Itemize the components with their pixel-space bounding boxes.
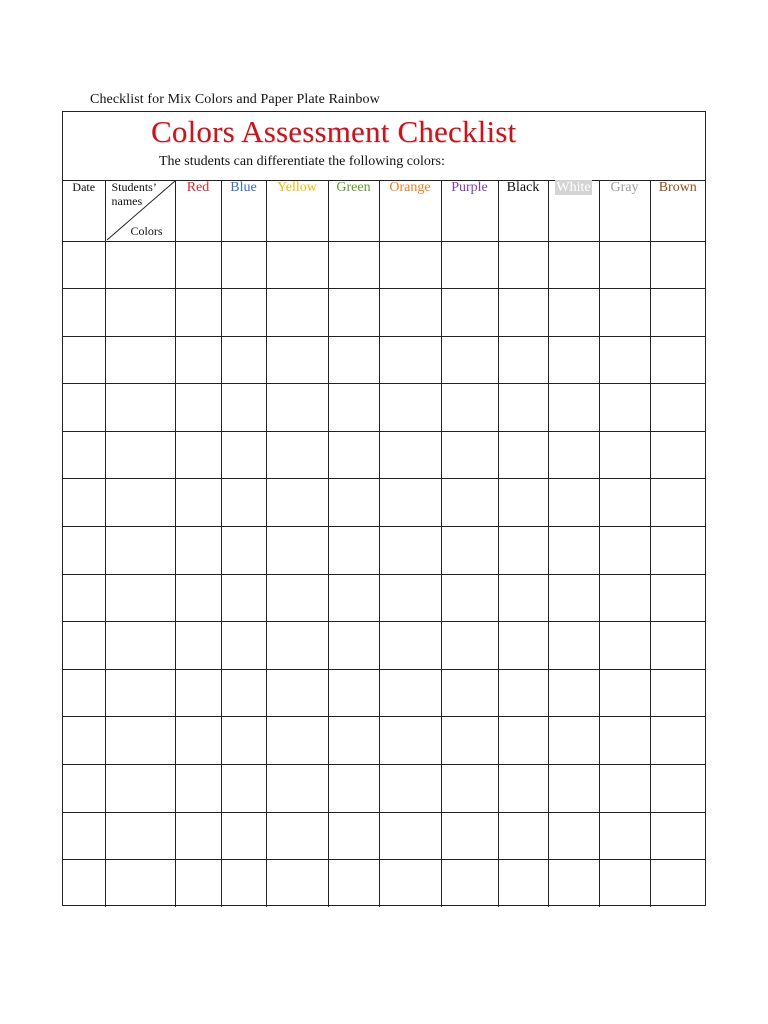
check-cell[interactable] xyxy=(650,574,705,622)
check-cell[interactable] xyxy=(328,622,379,670)
document-caption: Checklist for Mix Colors and Paper Plate Rainbow xyxy=(90,92,380,107)
check-cell[interactable] xyxy=(599,336,650,384)
check-cell[interactable] xyxy=(441,479,498,527)
color-label: Green xyxy=(336,180,371,195)
names-label: names xyxy=(111,194,143,208)
check-cell[interactable] xyxy=(441,241,498,289)
student-name-cell[interactable] xyxy=(105,622,175,670)
check-cell[interactable] xyxy=(175,241,221,289)
check-cell[interactable] xyxy=(441,336,498,384)
color-label: Brown xyxy=(658,180,697,195)
check-cell[interactable] xyxy=(175,717,221,765)
check-cell[interactable] xyxy=(441,860,498,908)
date-column-header: Date xyxy=(63,180,105,241)
check-cell[interactable] xyxy=(328,431,379,479)
check-cell[interactable] xyxy=(498,765,548,813)
check-cell[interactable] xyxy=(498,289,548,337)
check-cell[interactable] xyxy=(175,622,221,670)
check-cell[interactable] xyxy=(441,669,498,717)
color-label: Blue xyxy=(230,180,257,195)
check-cell[interactable] xyxy=(328,479,379,527)
check-cell[interactable] xyxy=(266,765,328,813)
check-cell[interactable] xyxy=(221,860,266,908)
check-cell[interactable] xyxy=(650,479,705,527)
date-cell[interactable] xyxy=(63,384,105,432)
check-cell[interactable] xyxy=(379,479,441,527)
check-cell[interactable] xyxy=(221,384,266,432)
color-label: White xyxy=(556,180,591,195)
checklist-title: Colors Assessment Checklist xyxy=(151,114,517,149)
color-header-brown xyxy=(650,180,705,241)
check-cell[interactable] xyxy=(175,336,221,384)
check-cell[interactable] xyxy=(328,717,379,765)
table-row xyxy=(63,527,705,575)
check-cell[interactable] xyxy=(650,622,705,670)
check-cell[interactable] xyxy=(599,527,650,575)
check-cell[interactable] xyxy=(441,574,498,622)
student-name-cell[interactable] xyxy=(105,860,175,908)
check-cell[interactable] xyxy=(175,860,221,908)
title-box xyxy=(63,112,705,181)
check-cell[interactable] xyxy=(328,574,379,622)
check-cell[interactable] xyxy=(599,622,650,670)
color-header-black xyxy=(498,180,548,241)
table-row xyxy=(63,765,705,813)
check-cell[interactable] xyxy=(548,527,599,575)
check-cell[interactable] xyxy=(599,431,650,479)
date-cell[interactable] xyxy=(63,717,105,765)
check-cell[interactable] xyxy=(221,289,266,337)
check-cell[interactable] xyxy=(441,289,498,337)
check-cell[interactable] xyxy=(498,479,548,527)
students-colors-header xyxy=(105,180,175,241)
date-cell[interactable] xyxy=(63,860,105,908)
check-cell[interactable] xyxy=(328,669,379,717)
check-cell[interactable] xyxy=(548,669,599,717)
check-cell[interactable] xyxy=(441,527,498,575)
student-name-cell[interactable] xyxy=(105,717,175,765)
check-cell[interactable] xyxy=(599,241,650,289)
check-cell[interactable] xyxy=(599,765,650,813)
check-cell[interactable] xyxy=(441,384,498,432)
check-cell[interactable] xyxy=(221,765,266,813)
check-cell[interactable] xyxy=(328,241,379,289)
check-cell[interactable] xyxy=(650,527,705,575)
color-header-purple xyxy=(441,180,498,241)
check-cell[interactable] xyxy=(379,622,441,670)
check-cell[interactable] xyxy=(650,669,705,717)
check-cell[interactable] xyxy=(650,431,705,479)
check-cell[interactable] xyxy=(221,574,266,622)
color-header-green xyxy=(328,180,379,241)
check-cell[interactable] xyxy=(498,336,548,384)
check-cell[interactable] xyxy=(599,669,650,717)
date-cell[interactable] xyxy=(63,336,105,384)
table-row xyxy=(63,289,705,337)
check-cell[interactable] xyxy=(498,431,548,479)
check-cell[interactable] xyxy=(599,289,650,337)
checklist-table xyxy=(63,180,705,907)
check-cell[interactable] xyxy=(498,241,548,289)
date-cell[interactable] xyxy=(63,527,105,575)
check-cell[interactable] xyxy=(175,289,221,337)
check-cell[interactable] xyxy=(650,289,705,337)
check-cell[interactable] xyxy=(221,336,266,384)
check-cell[interactable] xyxy=(379,289,441,337)
check-cell[interactable] xyxy=(441,717,498,765)
check-cell[interactable] xyxy=(379,574,441,622)
check-cell[interactable] xyxy=(175,765,221,813)
check-cell[interactable] xyxy=(266,241,328,289)
check-cell[interactable] xyxy=(548,765,599,813)
checklist-body xyxy=(63,241,705,907)
check-cell[interactable] xyxy=(266,336,328,384)
check-cell[interactable] xyxy=(175,527,221,575)
table-row xyxy=(63,574,705,622)
check-cell[interactable] xyxy=(266,289,328,337)
check-cell[interactable] xyxy=(221,622,266,670)
table-row xyxy=(63,384,705,432)
color-header-orange xyxy=(379,180,441,241)
check-cell[interactable] xyxy=(221,431,266,479)
check-cell[interactable] xyxy=(328,384,379,432)
check-cell[interactable] xyxy=(221,812,266,860)
check-cell[interactable] xyxy=(650,860,705,908)
checklist-subtitle: The students can differentiate the following colors: xyxy=(159,154,445,169)
color-header-yellow xyxy=(266,180,328,241)
check-cell[interactable] xyxy=(175,479,221,527)
check-cell[interactable] xyxy=(548,431,599,479)
table-row xyxy=(63,860,705,908)
check-cell[interactable] xyxy=(221,479,266,527)
table-row xyxy=(63,717,705,765)
date-cell[interactable] xyxy=(63,574,105,622)
check-cell[interactable] xyxy=(328,527,379,575)
check-cell[interactable] xyxy=(498,574,548,622)
check-cell[interactable] xyxy=(379,527,441,575)
date-cell[interactable] xyxy=(63,669,105,717)
color-header-white xyxy=(548,180,599,241)
student-name-cell[interactable] xyxy=(105,527,175,575)
date-cell[interactable] xyxy=(63,622,105,670)
check-cell[interactable] xyxy=(266,527,328,575)
check-cell[interactable] xyxy=(650,812,705,860)
check-cell[interactable] xyxy=(221,527,266,575)
date-cell[interactable] xyxy=(63,765,105,813)
check-cell[interactable] xyxy=(175,384,221,432)
check-cell[interactable] xyxy=(548,384,599,432)
check-cell[interactable] xyxy=(379,765,441,813)
check-cell[interactable] xyxy=(498,384,548,432)
table-row xyxy=(63,431,705,479)
check-cell[interactable] xyxy=(328,812,379,860)
date-cell[interactable] xyxy=(63,241,105,289)
check-cell[interactable] xyxy=(379,384,441,432)
table-row xyxy=(63,812,705,860)
check-cell[interactable] xyxy=(548,336,599,384)
check-cell[interactable] xyxy=(328,765,379,813)
check-cell[interactable] xyxy=(548,574,599,622)
check-cell[interactable] xyxy=(175,669,221,717)
check-cell[interactable] xyxy=(379,860,441,908)
table-row xyxy=(63,669,705,717)
check-cell[interactable] xyxy=(266,479,328,527)
check-cell[interactable] xyxy=(175,431,221,479)
check-cell[interactable] xyxy=(441,812,498,860)
check-cell[interactable] xyxy=(548,241,599,289)
students-names-label xyxy=(112,180,157,208)
check-cell[interactable] xyxy=(441,765,498,813)
check-cell[interactable] xyxy=(650,336,705,384)
header-row xyxy=(63,180,705,241)
check-cell[interactable] xyxy=(266,812,328,860)
check-cell[interactable] xyxy=(548,812,599,860)
student-name-cell[interactable] xyxy=(105,479,175,527)
check-cell[interactable] xyxy=(599,717,650,765)
check-cell[interactable] xyxy=(650,765,705,813)
color-label: Orange xyxy=(389,180,431,195)
check-cell[interactable] xyxy=(379,812,441,860)
color-header-red xyxy=(175,180,221,241)
check-cell[interactable] xyxy=(599,574,650,622)
check-cell[interactable] xyxy=(599,812,650,860)
date-cell[interactable] xyxy=(63,289,105,337)
student-name-cell[interactable] xyxy=(105,384,175,432)
check-cell[interactable] xyxy=(498,527,548,575)
check-cell[interactable] xyxy=(599,479,650,527)
check-cell[interactable] xyxy=(266,384,328,432)
color-label: Red xyxy=(186,180,210,195)
check-cell[interactable] xyxy=(650,384,705,432)
check-cell[interactable] xyxy=(379,431,441,479)
check-cell[interactable] xyxy=(548,479,599,527)
check-cell[interactable] xyxy=(599,384,650,432)
check-cell[interactable] xyxy=(175,574,221,622)
check-cell[interactable] xyxy=(650,717,705,765)
student-name-cell[interactable] xyxy=(105,241,175,289)
date-cell[interactable] xyxy=(63,812,105,860)
check-cell[interactable] xyxy=(328,860,379,908)
check-cell[interactable] xyxy=(266,717,328,765)
check-cell[interactable] xyxy=(379,669,441,717)
check-cell[interactable] xyxy=(221,669,266,717)
check-cell[interactable] xyxy=(498,860,548,908)
check-cell[interactable] xyxy=(221,717,266,765)
date-cell[interactable] xyxy=(63,431,105,479)
check-cell[interactable] xyxy=(221,241,266,289)
color-header-blue xyxy=(221,180,266,241)
check-cell[interactable] xyxy=(498,717,548,765)
check-cell[interactable] xyxy=(599,860,650,908)
check-cell[interactable] xyxy=(441,622,498,670)
student-name-cell[interactable] xyxy=(105,765,175,813)
check-cell[interactable] xyxy=(650,241,705,289)
table-row xyxy=(63,336,705,384)
check-cell[interactable] xyxy=(548,860,599,908)
check-cell[interactable] xyxy=(266,669,328,717)
check-cell[interactable] xyxy=(498,812,548,860)
table-row xyxy=(63,241,705,289)
check-cell[interactable] xyxy=(379,241,441,289)
check-cell[interactable] xyxy=(266,860,328,908)
check-cell[interactable] xyxy=(498,622,548,670)
student-name-cell[interactable] xyxy=(105,431,175,479)
student-name-cell[interactable] xyxy=(105,812,175,860)
check-cell[interactable] xyxy=(548,622,599,670)
students-label: Students’ xyxy=(111,180,157,194)
color-label: Black xyxy=(506,180,540,195)
check-cell[interactable] xyxy=(498,669,548,717)
color-label: Yellow xyxy=(277,180,317,195)
check-cell[interactable] xyxy=(328,289,379,337)
check-cell[interactable] xyxy=(328,336,379,384)
student-name-cell[interactable] xyxy=(105,336,175,384)
student-name-cell[interactable] xyxy=(105,574,175,622)
table-row xyxy=(63,479,705,527)
check-cell[interactable] xyxy=(548,717,599,765)
check-cell[interactable] xyxy=(379,717,441,765)
student-name-cell[interactable] xyxy=(105,669,175,717)
check-cell[interactable] xyxy=(441,431,498,479)
colors-label: Colors xyxy=(130,223,163,238)
color-header-gray xyxy=(599,180,650,241)
check-cell[interactable] xyxy=(266,574,328,622)
table-row xyxy=(63,622,705,670)
check-cell[interactable] xyxy=(175,812,221,860)
date-cell[interactable] xyxy=(63,479,105,527)
check-cell[interactable] xyxy=(266,431,328,479)
check-cell[interactable] xyxy=(379,336,441,384)
check-cell[interactable] xyxy=(548,289,599,337)
color-label: Purple xyxy=(451,180,488,195)
checklist-sheet xyxy=(62,111,706,906)
color-label: Gray xyxy=(610,180,639,195)
check-cell[interactable] xyxy=(266,622,328,670)
student-name-cell[interactable] xyxy=(105,289,175,337)
